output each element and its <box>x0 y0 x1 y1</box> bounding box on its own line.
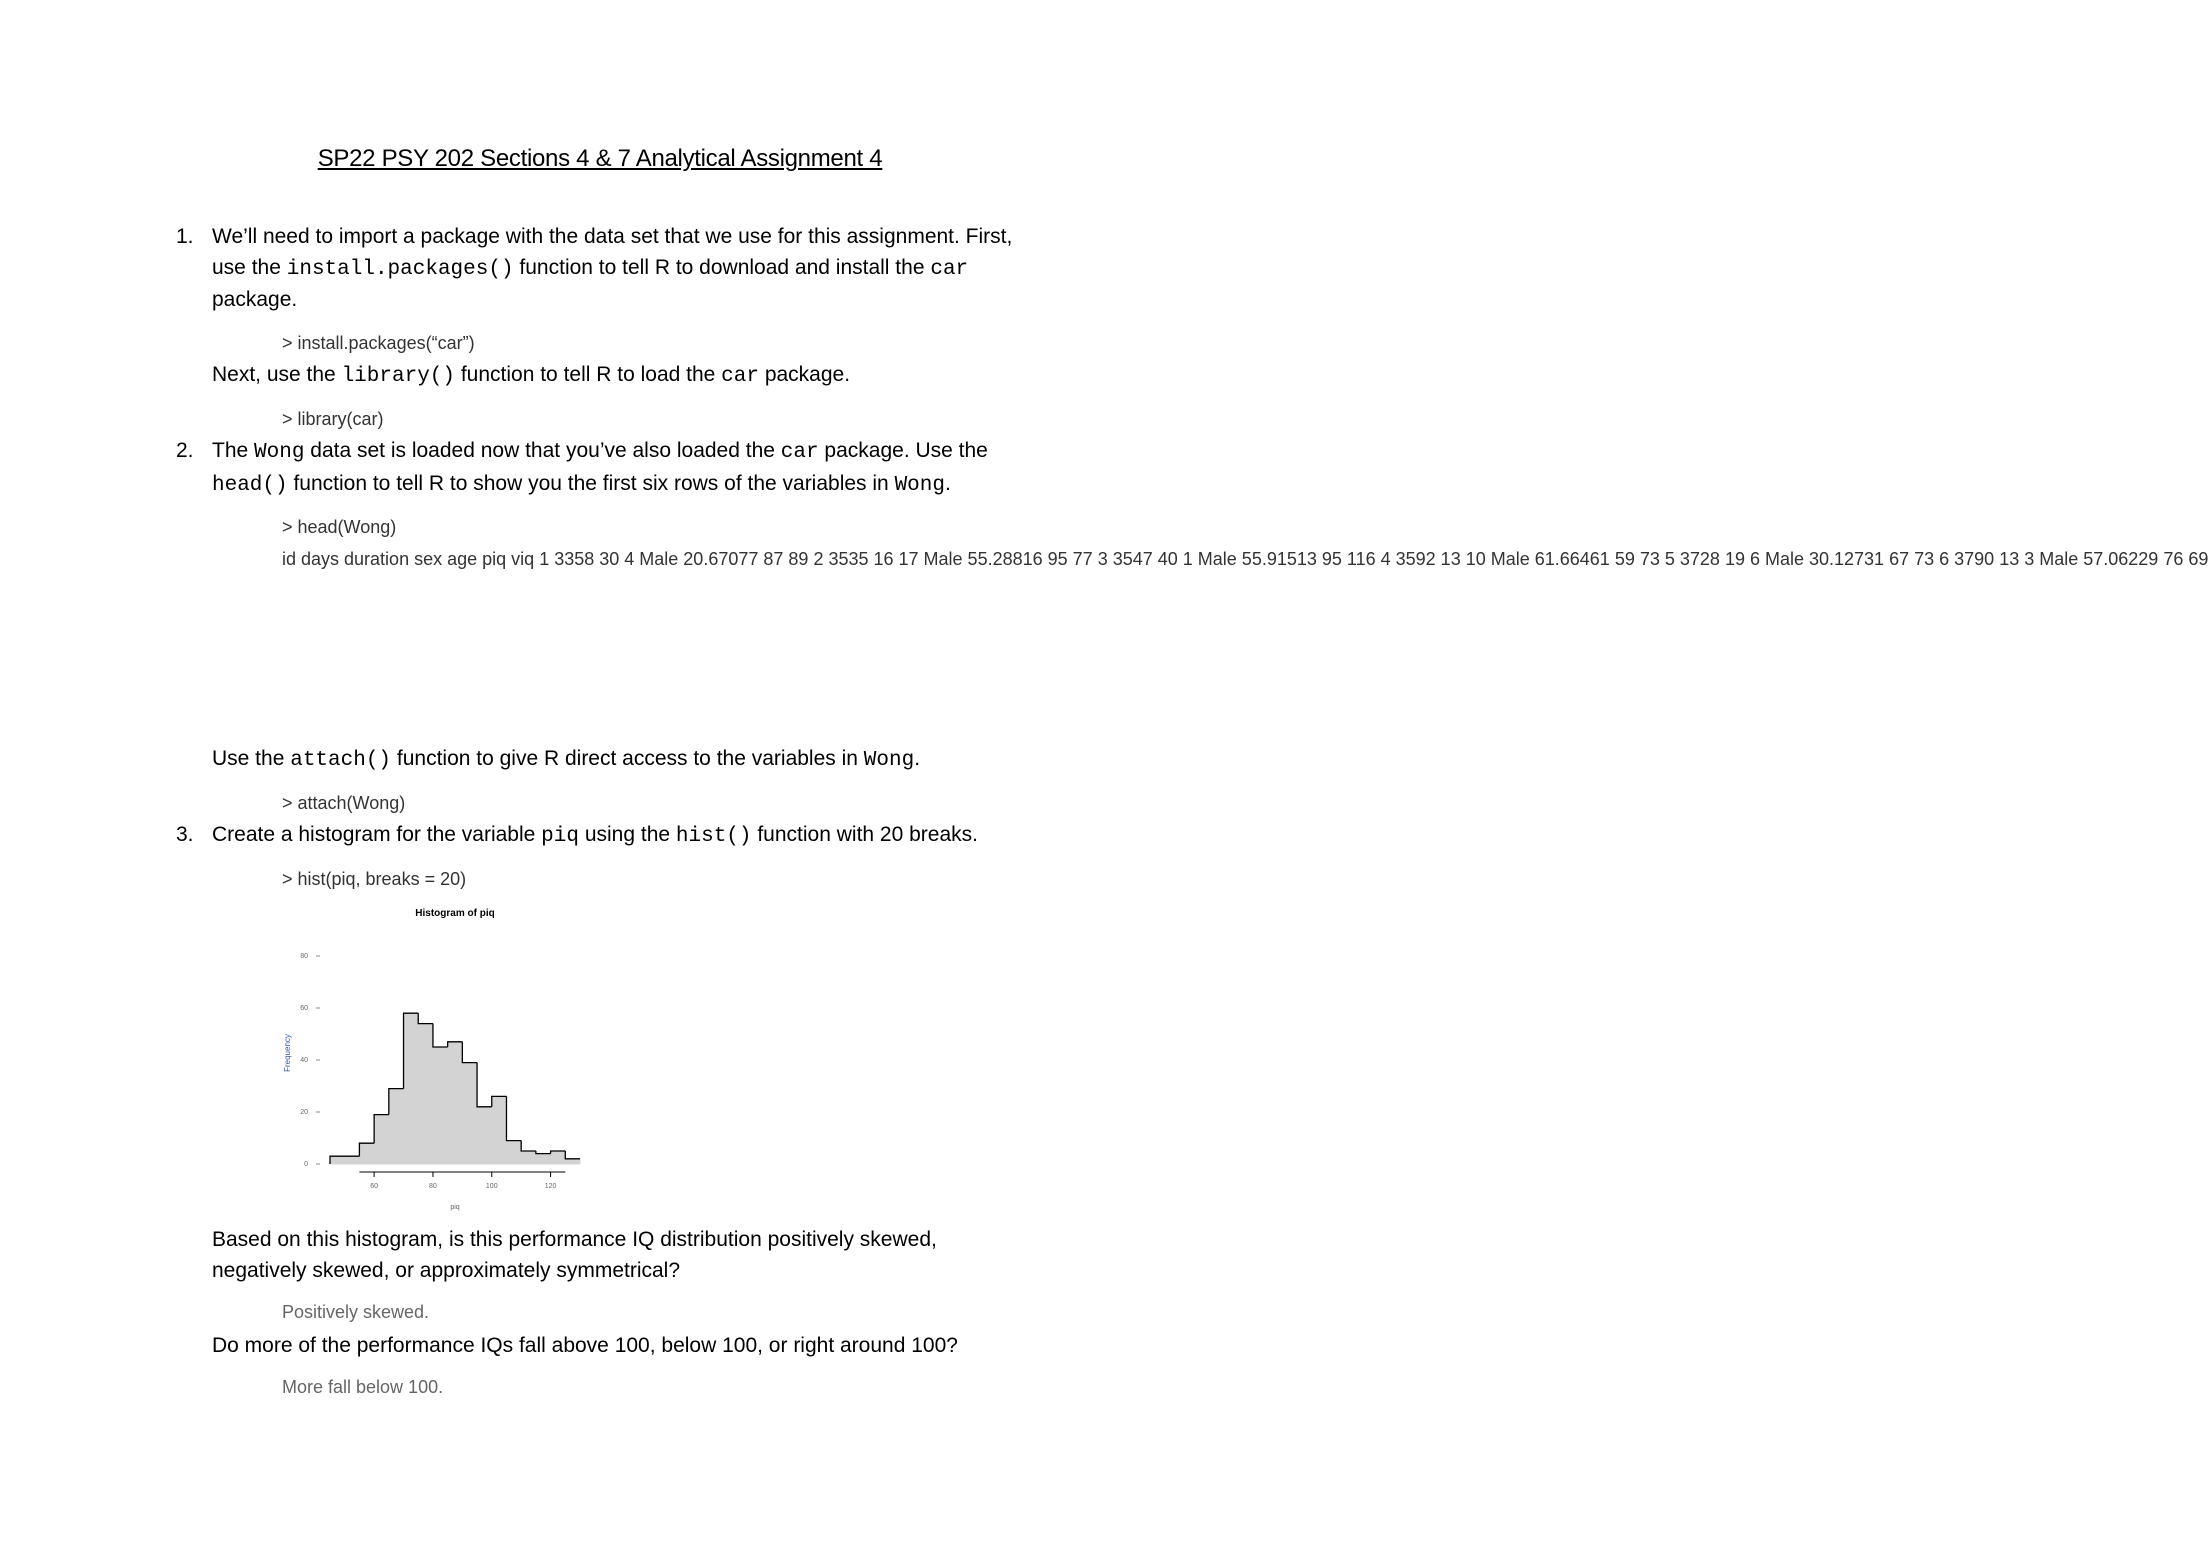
y-axis-label: Frequency <box>283 1034 292 1072</box>
question-3-prompt-2: negatively skewed, or approximately symmetrical? <box>212 1259 681 1282</box>
histogram-bar <box>389 1089 404 1164</box>
attach-command: > attach(Wong) <box>282 793 406 813</box>
y-tick-label: 80 <box>300 953 308 960</box>
wong-table-header: id days duration sex age piq viq <box>282 549 535 569</box>
question-2-attach: Use the attach() function to give R direct access to the variables in Wong. <box>212 747 921 772</box>
histogram-bar <box>492 1096 507 1164</box>
wong-table <box>282 545 2208 574</box>
question-2-line-1: The Wong data set is loaded now that you’ve also loaded the car package. Use the <box>212 439 988 464</box>
page-title: SP22 PSY 202 Sections 4 & 7 Analytical Assignment 4 <box>317 145 883 172</box>
histogram-bar <box>330 1156 345 1164</box>
histogram-bar <box>418 1024 433 1164</box>
install-packages-function: install.packages() <box>286 258 514 281</box>
histogram-bar <box>404 1013 419 1164</box>
y-tick-label: 0 <box>304 1161 308 1168</box>
histogram-bar <box>536 1154 551 1164</box>
head-command: > head(Wong) <box>282 517 397 537</box>
attach-function: attach() <box>290 749 392 772</box>
question-1-number: 1. <box>176 225 194 248</box>
question-2-line-2: head() function to tell R to show you the first six rows of the variables in Wong. <box>212 472 951 497</box>
answer-skew: Positively skewed. <box>282 1302 430 1322</box>
histogram-bar <box>551 1151 566 1164</box>
wong-table-row: 5 3728 19 6 Male 30.12731 67 73 <box>1664 549 1935 569</box>
question-1-line-3: package. <box>212 288 298 311</box>
histogram-bar <box>359 1143 374 1164</box>
car-package-name: car <box>930 258 969 281</box>
histogram-bar <box>565 1159 580 1164</box>
wong-table-row: 4 3592 13 10 Male 61.66461 59 73 <box>1380 549 1660 569</box>
hist-function: hist() <box>675 825 752 848</box>
x-tick-label: 100 <box>485 1183 498 1190</box>
x-tick-label: 60 <box>370 1183 379 1190</box>
x-tick-label: 80 <box>429 1183 437 1190</box>
question-3-number: 3. <box>176 823 194 846</box>
histogram-bar <box>506 1141 521 1164</box>
x-axis-label: piq <box>450 1204 460 1211</box>
histogram-bar <box>433 1047 448 1164</box>
question-3-prompt-3: Do more of the performance IQs fall above 100, below 100, or right around 100? <box>212 1334 958 1357</box>
question-3-prompt-1: Based on this histogram, is this performance IQ distribution positively skewed, <box>212 1228 937 1251</box>
install-command: > install.packages(“car”) <box>282 333 475 353</box>
histogram-title: Histogram of piq <box>415 908 495 919</box>
wong-table-row: 2 3535 16 17 Male 55.28816 95 77 <box>813 549 1093 569</box>
question-3-line-1: Create a histogram for the variable piq using the hist() function with 20 breaks. <box>212 823 978 848</box>
piq-histogram <box>280 898 590 1218</box>
hist-command: > hist(piq, breaks = 20) <box>282 869 467 889</box>
library-command: > library(car) <box>282 409 384 429</box>
library-function: library() <box>341 365 455 388</box>
question-2-number: 2. <box>176 439 194 462</box>
x-tick-label: 120 <box>544 1183 557 1190</box>
y-tick-label: 40 <box>300 1057 308 1064</box>
histogram-bar <box>374 1115 389 1164</box>
histogram-bar <box>462 1063 477 1164</box>
wong-table-row: 6 3790 13 3 Male 57.06229 76 69 <box>1939 549 2208 569</box>
histogram-bar <box>448 1042 463 1164</box>
histogram-bar <box>521 1151 536 1164</box>
answer-below-100: More fall below 100. <box>282 1377 444 1397</box>
y-tick-label: 20 <box>300 1109 308 1116</box>
histogram-bar <box>345 1156 360 1164</box>
question-1-line-1: We’ll need to import a package with the data set that we use for this assignment. First, <box>212 225 1013 248</box>
question-1-next: Next, use the library() function to tell R to load the car package. <box>212 363 851 388</box>
wong-table-row: 3 3547 40 1 Male 55.91513 95 116 <box>1097 549 1376 569</box>
y-tick-label: 60 <box>300 1005 308 1012</box>
head-function: head() <box>212 474 288 497</box>
wong-table-row: 1 3358 30 4 Male 20.67077 87 89 <box>539 549 809 569</box>
question-1-line-2: use the install.packages() function to tell R to download and install the car <box>212 256 969 281</box>
histogram-bar <box>477 1107 492 1164</box>
